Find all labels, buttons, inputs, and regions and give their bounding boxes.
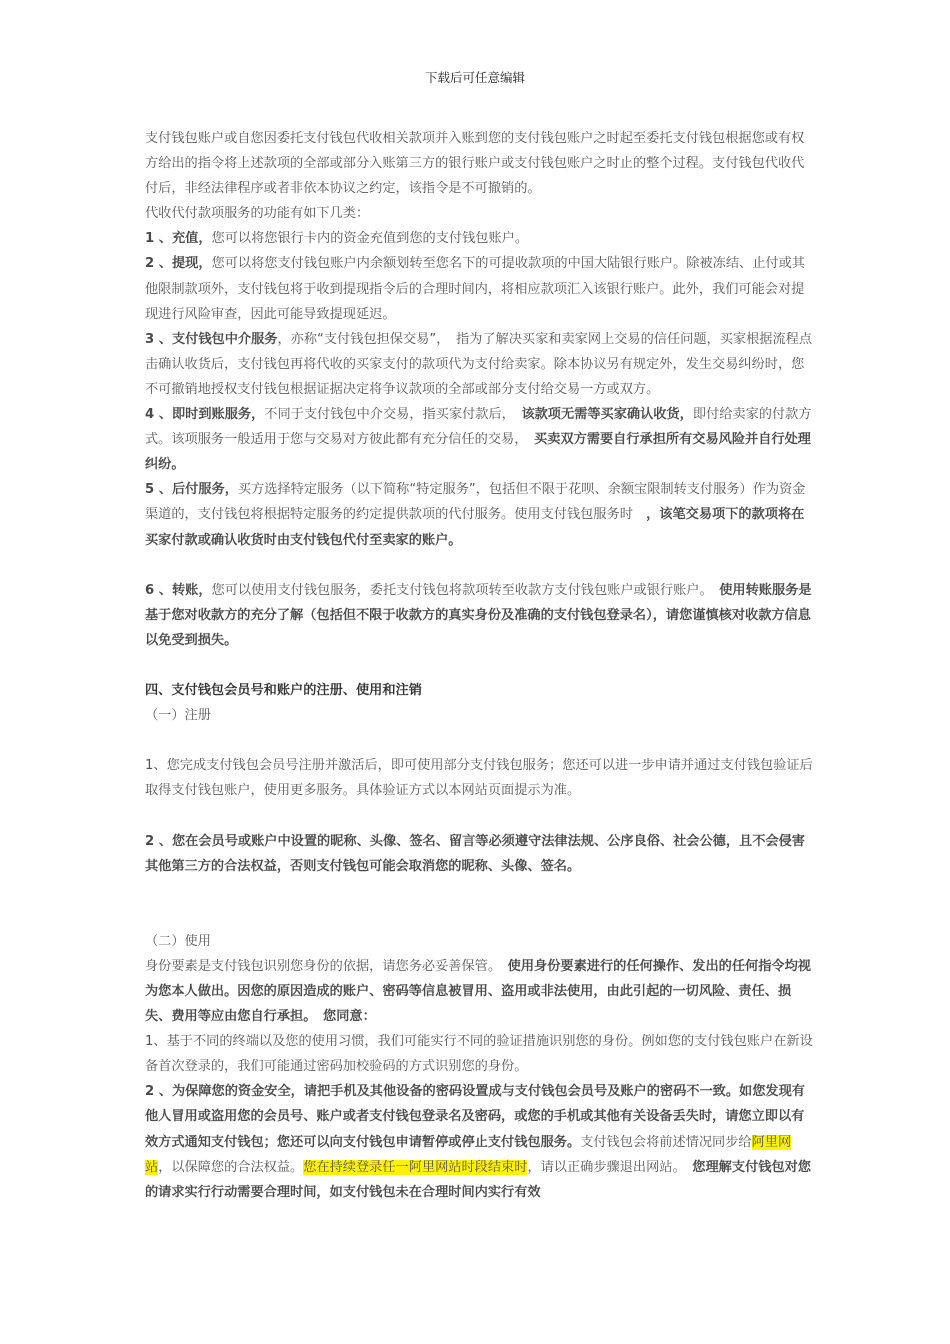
item-text: 您可以将您支付钱包账户内余额划转至您名下的可提收款项的中国大陆银行账户。除被冻结、止付或其他限制款项外，支付钱包将于收到提现指令后的合理时间内，将相应款项汇入该银行账户。此外，我们可能会对提现进行风险审查，因此可能导致提现延迟。 xyxy=(145,256,805,322)
use-bold: 您理解支付钱包对您的请求实行行动需要合理时间，如支付钱包未在合理时间内实行有效 xyxy=(145,1159,811,1200)
item-title: 1 、充值， xyxy=(145,231,212,247)
intro-paragraph: 支付钱包账户或自您因委托支付钱包代收相关款项并入账到您的支付钱包账户之时起至委托支付钱包根据您或有权方给出的指令将上述款项的全部或部分入账第三方的银行账户或支付钱包账户之时止的整个过程。支付钱包代收代付后，非经法律程序或者非依本协议之约定，该指令是不可撤销的。 xyxy=(145,131,805,197)
use-bold: 2 、为保障您的资金安全，请把手机及其他设备的密码设置成与支付钱包会员号及账户的密码不一致。如您发现有他人冒用或盗用您的会员号、账户或者支付钱包登录名及密码，或您的手机或其他有关设备丢失时，请您立即以有效方式通知支付钱包；您还可以向支付钱包申请暂停或停止支付钱包服务。 xyxy=(145,1084,805,1150)
subsection-use: （二）使用 xyxy=(145,933,211,949)
spacer xyxy=(145,553,817,578)
section-heading: 四、支付钱包会员号和账户的注册、使用和注销 xyxy=(145,683,422,699)
use-text: ，请以正确步骤退出网站。 xyxy=(527,1159,693,1175)
item-title: 4 、即时到账服务， xyxy=(145,407,265,423)
use-item-1: 1、基于不同的终端以及您的使用习惯，我们可能实行不同的验证措施识别您的身份。例如您的支付钱包账户在新设备首次登录的，我们可能通过密码加校验码的方式识别您的身份。 xyxy=(145,1034,813,1075)
item-bold: 买卖双方需要自行承担所有交易风险并自行处理纠纷。 xyxy=(145,432,811,473)
use-text: ，以保障您的合法权益。 xyxy=(158,1159,304,1175)
item-withdraw xyxy=(145,251,817,326)
item-text: 买方选择特定服务（以下简称“特定服务”，包括但不限于花呗、余额宝限制转支付服务）作为资金渠道的，支付钱包将根据特定服务的约定提供款项的代付服务。使用支付钱包服务时 xyxy=(145,482,806,523)
item-transfer xyxy=(145,578,817,653)
subsection-register: （一）注册 xyxy=(145,708,211,724)
highlighted-text: 阿里网站 xyxy=(145,1134,792,1175)
spacer xyxy=(145,879,817,929)
item-bold: 使用转账服务是基于您对收款方的充分了解（包括但不限于收款方的真实身份及准确的支付钱包登录名），请您谨慎核对收款方信息以免受到损失。 xyxy=(145,582,812,648)
highlighted-text: 您在持续登录任一阿里网站时段结束时 xyxy=(303,1159,528,1175)
register-item-1: 1、您完成支付钱包会员号注册并激活后，即可使用部分支付钱包服务；您还可以进一步申请并通过支付钱包验证后取得支付钱包账户，使用更多服务。具体验证方式以本网站页面提示为准。 xyxy=(145,758,813,799)
item-instant xyxy=(145,402,817,477)
spacer xyxy=(145,804,817,829)
intro-list-lead: 代收代付款项服务的功能有如下几类： xyxy=(145,206,370,222)
use-item-2 xyxy=(145,1079,817,1204)
item-text: 您可以将您银行卡内的资金充值到您的支付钱包账户。 xyxy=(211,231,529,247)
item-postpay xyxy=(145,477,817,552)
item-text: 您可以使用支付钱包服务，委托支付钱包将款项转至收款方支付钱包账户或银行账户。 xyxy=(211,582,720,598)
register-item-2: 2 、您在会员号或账户中设置的昵称、头像、签名、留言等必须遵守法律法规、公序良俗、社会公德，且不会侵害其他第三方的合法权益，否则支付钱包可能会取消您的昵称、头像、签名。 xyxy=(145,833,805,874)
document-header: 下载后可任意编辑 xyxy=(424,70,525,85)
item-title: 3 、支付钱包中介服务 xyxy=(145,331,278,347)
spacer xyxy=(145,728,817,753)
item-text: ，亦称“支付钱包担保交易”， 指为了解决买家和卖家网上交易的信任问题，买家根据流程点击确认收货后，支付钱包再将代收的买家支付的款项代为支付给卖家。除本协议另有规定外，发生交易纠纷时，您不可撤销地授权支付钱包根据证据决定将争议款项的全部或部分支付给交易一方或双方。 xyxy=(145,331,813,397)
spacer xyxy=(145,653,817,678)
item-title: 5 、后付服务， xyxy=(145,482,238,498)
use-text: 支付钱包会将前述情况同步给 xyxy=(580,1134,752,1150)
item-title: 6 、转账， xyxy=(145,582,212,598)
item-escrow xyxy=(145,327,817,402)
use-intro xyxy=(145,954,817,1029)
document-body xyxy=(145,126,817,1205)
item-text: 即付给卖家的付款方式。该项服务一般适用于您与交易对方彼此都有充分信任的交易， xyxy=(145,407,812,448)
item-bold: 该款项无需等买家确认收货， xyxy=(521,407,693,423)
item-bold: ，该笔交易项下的款项将在买家付款或确认收货时由支付钱包代付至卖家的账户。 xyxy=(145,507,805,548)
item-title: 2 、提现， xyxy=(145,256,212,272)
item-recharge xyxy=(145,226,817,251)
use-bold: 使用身份要素进行的任何操作、发出的任何指令均视为您本人做出。因您的原因造成的账户、密码等信息被冒用、盗用或非法使用，由此引起的一切风险、责任、损失、费用等应由您自行承担。 您同意： xyxy=(145,958,811,1025)
item-text: 不同于支付钱包中介交易，指买家付款后， xyxy=(264,407,522,423)
use-text: 身份要素是支付钱包识别您身份的依据，请您务必妥善保管。 xyxy=(145,958,508,974)
